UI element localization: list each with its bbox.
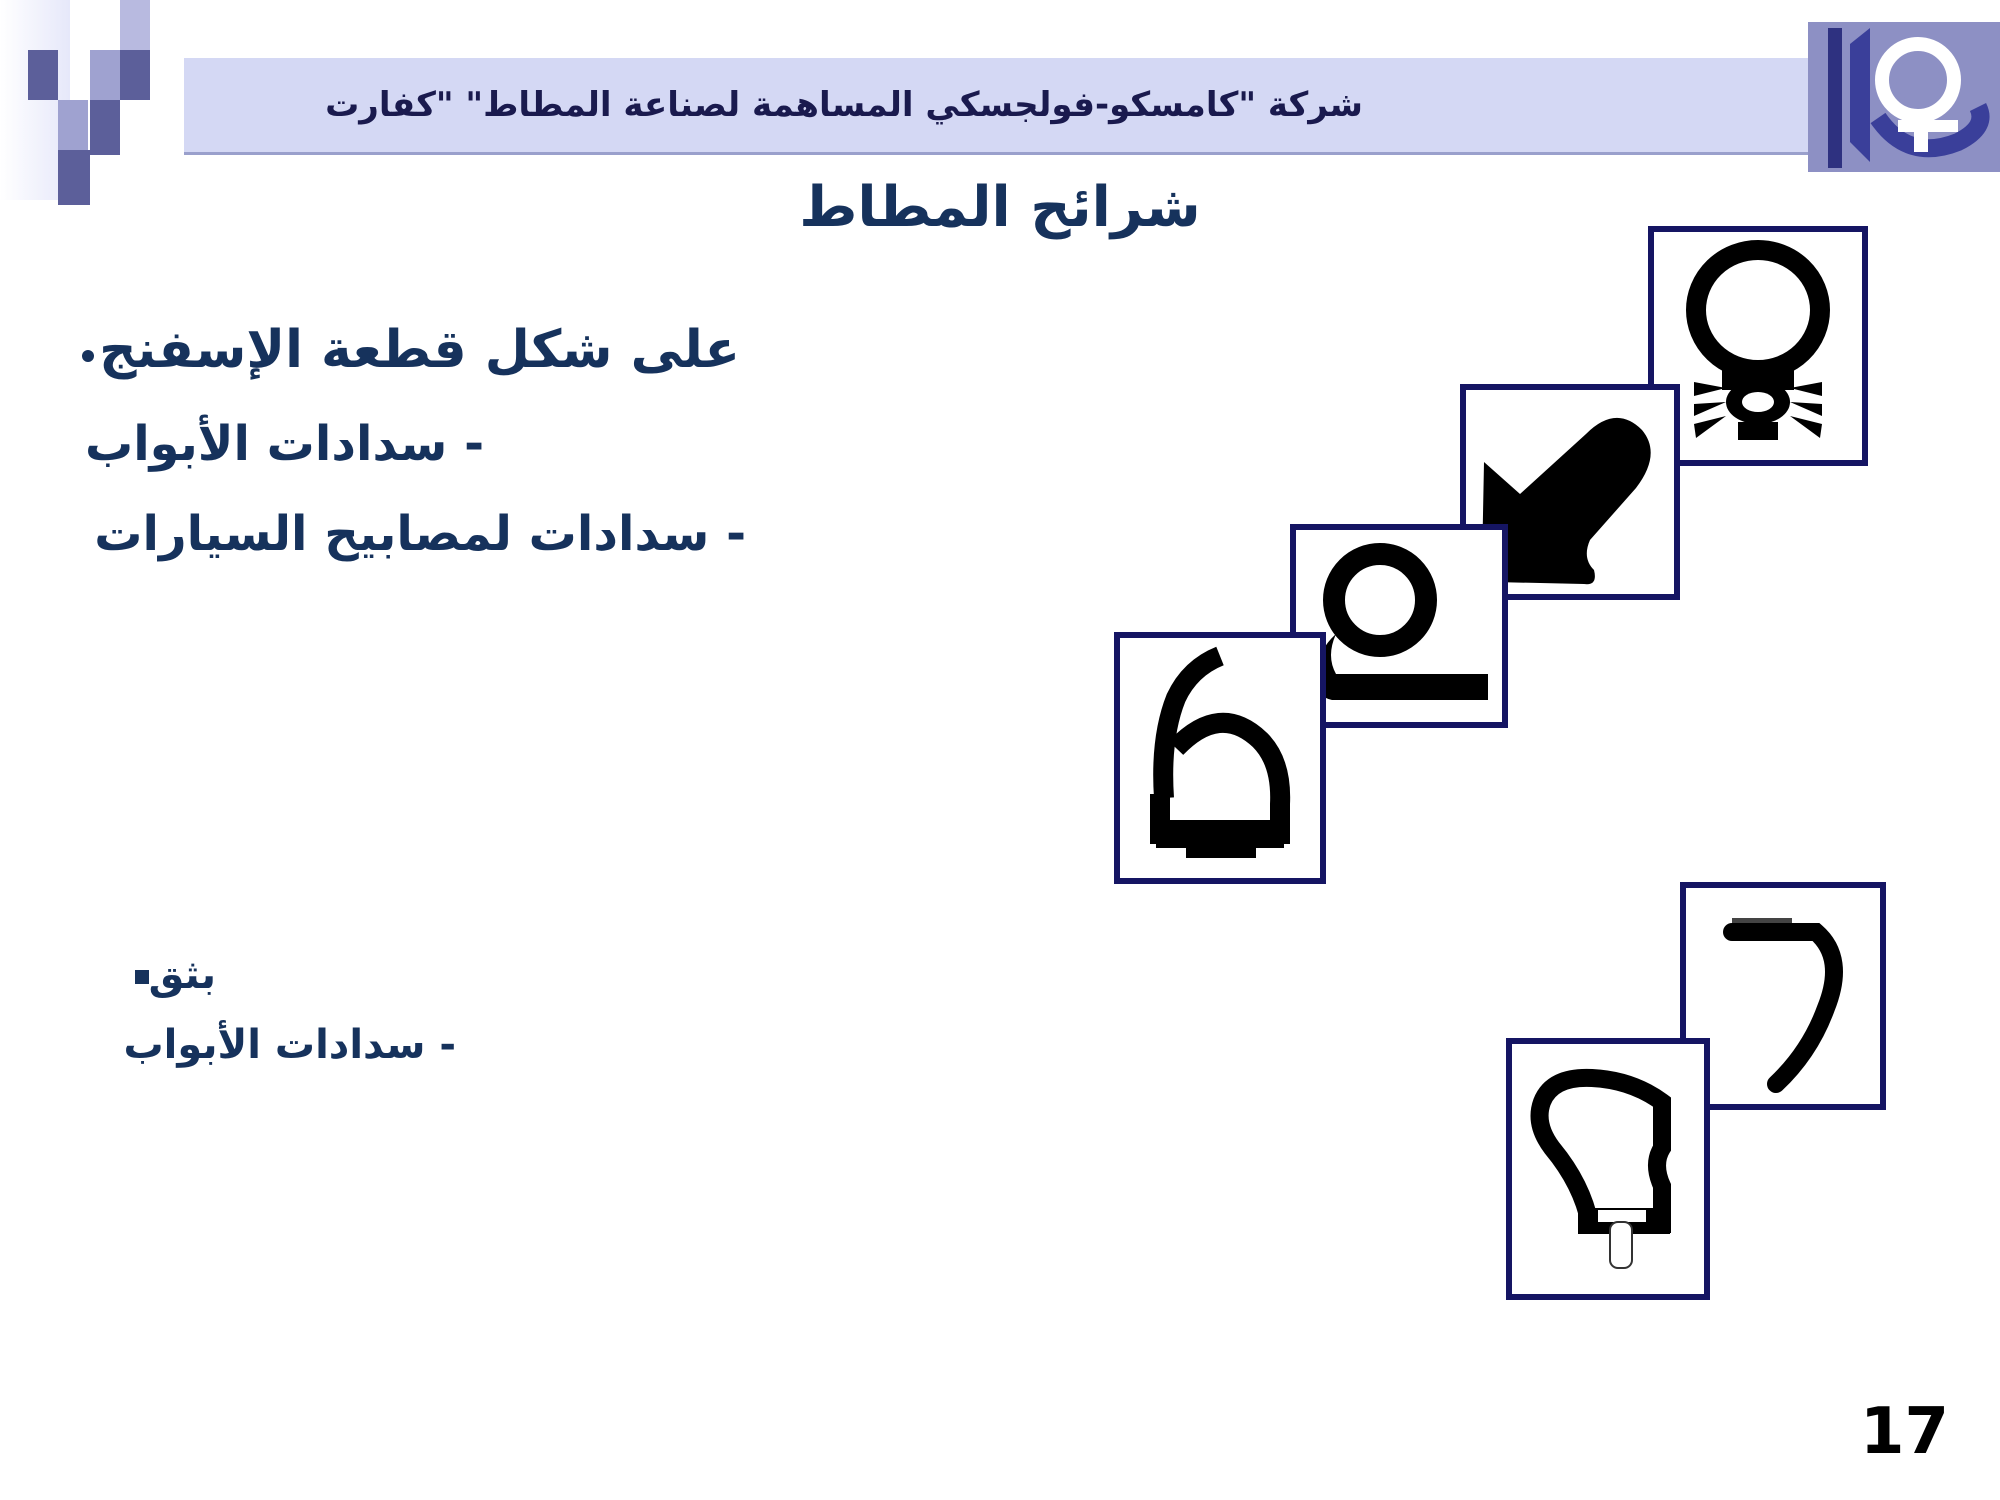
rubber-profile-hook-icon	[1686, 888, 1880, 1104]
page-number: 17	[1860, 1395, 1950, 1469]
sponge-item-door-seals: - سدادات الأبواب	[84, 416, 484, 472]
header-divider	[184, 152, 1808, 155]
extrusion-item-door-seals: - سدادات الأبواب	[123, 1022, 456, 1068]
rubber-profile-clip-icon	[1512, 1044, 1704, 1294]
rubber-profile-d-icon	[1120, 638, 1320, 878]
profile-tile-hook	[1680, 882, 1886, 1110]
profile-tile-bulb	[1648, 226, 1868, 466]
rubber-profile-bulb-icon	[1654, 232, 1862, 460]
profile-tile-clip	[1506, 1038, 1710, 1300]
profile-tile-d	[1114, 632, 1326, 884]
bullet-dot	[82, 350, 94, 362]
sponge-item-lamp-seals: - سدادات لمصابيح السيارات	[94, 506, 746, 562]
slide-title: شرائح المطاط	[799, 175, 1201, 240]
sponge-heading: على شكل قطعة الإسفنج	[99, 320, 740, 380]
extrusion-heading	[116, 952, 216, 998]
extrusion-heading-text: بثق	[148, 952, 216, 998]
rubber-profile-loop-icon	[1296, 530, 1502, 722]
company-title: شركة "كامسكو-فولجسكي المساهمة لصناعة المطاط" "كفارت	[325, 85, 1363, 125]
square-bullet-icon	[135, 970, 149, 984]
company-logo	[1808, 22, 2000, 172]
